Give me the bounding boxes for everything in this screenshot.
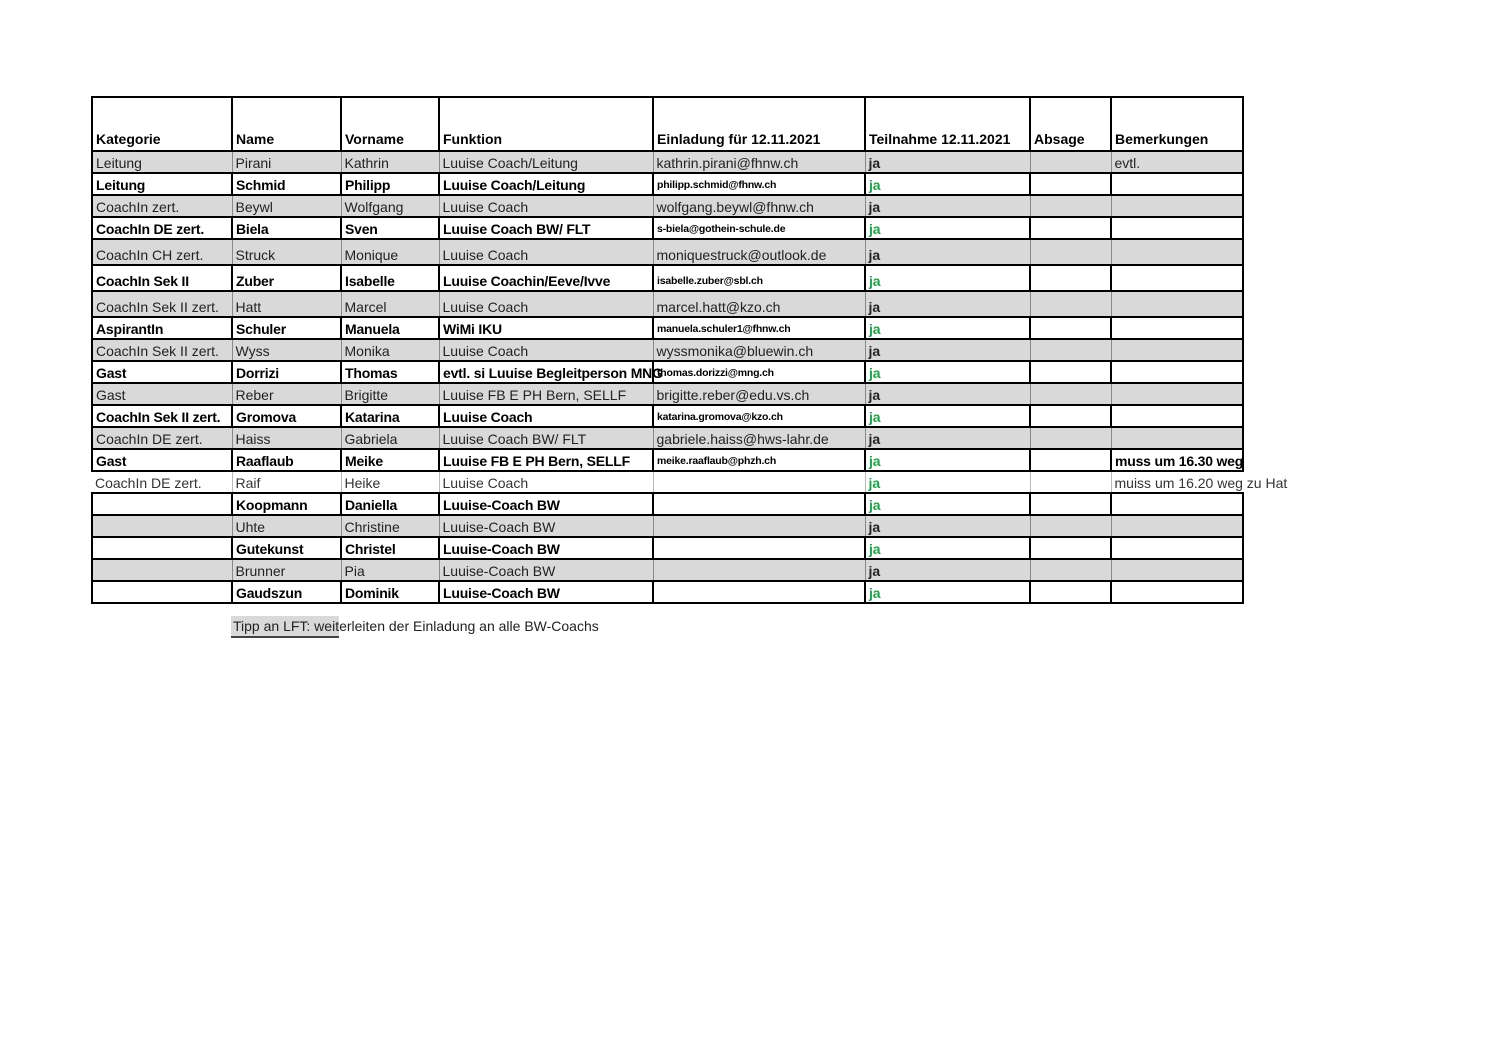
cell-absage [1030, 339, 1111, 361]
cell-bemerkung [1111, 405, 1243, 427]
cell-absage [1030, 493, 1111, 515]
cell-name: Haiss [232, 427, 341, 449]
tip-note: Tipp an LFT: weiterleiten der Einladung an alle BW-Coachs [231, 616, 339, 638]
cell-absage [1030, 427, 1111, 449]
cell-bemerkung [1111, 339, 1243, 361]
cell-kategorie: AspirantIn [92, 317, 232, 339]
cell-bemerkung [1111, 559, 1243, 581]
cell-absage [1030, 581, 1111, 603]
cell-teilnahme: ja [865, 471, 1030, 493]
cell-funktion: Luuise Coach [439, 291, 653, 317]
cell-funktion: Luuise Coach BW/ FLT [439, 217, 653, 239]
cell-email [653, 559, 865, 581]
cell-name: Schuler [232, 317, 341, 339]
cell-bemerkung [1111, 515, 1243, 537]
cell-vorname: Manuela [341, 317, 439, 339]
cell-name: Gromova [232, 405, 341, 427]
cell-bemerkung [1111, 173, 1243, 195]
cell-name: Koopmann [232, 493, 341, 515]
cell-funktion: Luuise Coach BW/ FLT [439, 427, 653, 449]
cell-vorname: Dominik [341, 581, 439, 603]
cell-funktion: Luuise FB E PH Bern, SELLF [439, 449, 653, 471]
cell-kategorie [92, 559, 232, 581]
cell-email [653, 515, 865, 537]
cell-teilnahme: ja [865, 217, 1030, 239]
cell-absage [1030, 471, 1111, 493]
cell-teilnahme: ja [865, 427, 1030, 449]
cell-absage [1030, 383, 1111, 405]
cell-absage [1030, 405, 1111, 427]
participant-table [91, 96, 1288, 604]
cell-bemerkung [1111, 217, 1243, 239]
table-row [92, 581, 1243, 603]
table-row [92, 195, 1243, 217]
cell-vorname: Meike [341, 449, 439, 471]
header-vorname: Vorname [341, 97, 439, 151]
cell-kategorie: Leitung [92, 151, 232, 173]
cell-vorname: Thomas [341, 361, 439, 383]
cell-absage [1030, 217, 1111, 239]
cell-funktion: Luuise FB E PH Bern, SELLF [439, 383, 653, 405]
cell-email: s-biela@gothein-schule.de [653, 217, 865, 239]
table-row [92, 217, 1243, 239]
cell-name: Uhte [232, 515, 341, 537]
cell-kategorie: Gast [92, 383, 232, 405]
cell-kategorie: CoachIn DE zert. [92, 217, 232, 239]
cell-teilnahme: ja [865, 581, 1030, 603]
cell-kategorie: CoachIn Sek II [92, 265, 232, 291]
cell-bemerkung: muiss um 16.20 weg zu Hat [1111, 471, 1243, 493]
cell-teilnahme: ja [865, 449, 1030, 471]
cell-absage [1030, 173, 1111, 195]
cell-bemerkung [1111, 265, 1243, 291]
cell-funktion: Luuise Coach/Leitung [439, 151, 653, 173]
header-name: Name [232, 97, 341, 151]
table-row [92, 515, 1243, 537]
cell-bemerkung [1111, 581, 1243, 603]
cell-kategorie [92, 515, 232, 537]
cell-teilnahme: ja [865, 493, 1030, 515]
cell-vorname: Brigitte [341, 383, 439, 405]
cell-email: isabelle.zuber@sbl.ch [653, 265, 865, 291]
table-row [92, 291, 1243, 317]
cell-absage [1030, 239, 1111, 265]
cell-teilnahme: ja [865, 515, 1030, 537]
cell-name: Beywl [232, 195, 341, 217]
cell-funktion: Luuise-Coach BW [439, 537, 653, 559]
cell-bemerkung [1111, 239, 1243, 265]
cell-vorname: Pia [341, 559, 439, 581]
cell-vorname: Kathrin [341, 151, 439, 173]
cell-name: Schmid [232, 173, 341, 195]
table-row [92, 151, 1243, 173]
cell-bemerkung [1111, 317, 1243, 339]
cell-name: Zuber [232, 265, 341, 291]
cell-kategorie: CoachIn zert. [92, 195, 232, 217]
cell-kategorie: CoachIn DE zert. [92, 427, 232, 449]
cell-teilnahme: ja [865, 291, 1030, 317]
cell-funktion: Luuise-Coach BW [439, 515, 653, 537]
table-row [92, 361, 1243, 383]
cell-funktion: Luuise Coach [439, 239, 653, 265]
table-row [92, 173, 1243, 195]
cell-name: Pirani [232, 151, 341, 173]
cell-email: thomas.dorizzi@mng.ch [653, 361, 865, 383]
cell-name: Biela [232, 217, 341, 239]
header-bemerkungen: Bemerkungen [1111, 97, 1243, 151]
cell-name: Raaflaub [232, 449, 341, 471]
cell-absage [1030, 515, 1111, 537]
header-kategorie: Kategorie [92, 97, 232, 151]
cell-name: Reber [232, 383, 341, 405]
header-teilnahme: Teilnahme 12.11.2021 [865, 97, 1030, 151]
cell-email: katarina.gromova@kzo.ch [653, 405, 865, 427]
table-row [92, 383, 1243, 405]
cell-vorname: Daniella [341, 493, 439, 515]
cell-bemerkung: evtl. [1111, 151, 1243, 173]
cell-absage [1030, 559, 1111, 581]
cell-name: Gutekunst [232, 537, 341, 559]
cell-email [653, 471, 865, 493]
cell-teilnahme: ja [865, 317, 1030, 339]
cell-email: meike.raaflaub@phzh.ch [653, 449, 865, 471]
cell-bemerkung [1111, 291, 1243, 317]
cell-kategorie: CoachIn Sek II zert. [92, 405, 232, 427]
cell-vorname: Monique [341, 239, 439, 265]
cell-email: moniquestruck@outlook.de [653, 239, 865, 265]
cell-name: Struck [232, 239, 341, 265]
cell-funktion: Luuise Coachin/Eeve/Ivve [439, 265, 653, 291]
cell-absage [1030, 151, 1111, 173]
cell-kategorie [92, 581, 232, 603]
cell-teilnahme: ja [865, 405, 1030, 427]
cell-email [653, 581, 865, 603]
cell-absage [1030, 449, 1111, 471]
cell-teilnahme: ja [865, 559, 1030, 581]
cell-funktion: Luuise-Coach BW [439, 581, 653, 603]
cell-kategorie: CoachIn Sek II zert. [92, 339, 232, 361]
header-row [92, 97, 1243, 151]
header-einladung: Einladung für 12.11.2021 [653, 97, 865, 151]
cell-email [653, 493, 865, 515]
cell-bemerkung: muss um 16.30 weg [1111, 449, 1243, 471]
table-row [92, 339, 1243, 361]
cell-bemerkung [1111, 493, 1243, 515]
cell-teilnahme: ja [865, 173, 1030, 195]
cell-funktion: Luuise Coach [439, 471, 653, 493]
cell-email: wolfgang.beywl@fhnw.ch [653, 195, 865, 217]
cell-absage [1030, 361, 1111, 383]
cell-absage [1030, 265, 1111, 291]
cell-vorname: Marcel [341, 291, 439, 317]
cell-funktion: Luuise Coach [439, 405, 653, 427]
cell-email: gabriele.haiss@hws-lahr.de [653, 427, 865, 449]
cell-name: Gaudszun [232, 581, 341, 603]
table-row [92, 471, 1243, 493]
cell-email: philipp.schmid@fhnw.ch [653, 173, 865, 195]
table-row [92, 537, 1243, 559]
cell-bemerkung [1111, 537, 1243, 559]
cell-kategorie: CoachIn Sek II zert. [92, 291, 232, 317]
cell-funktion: Luuise Coach/Leitung [439, 173, 653, 195]
cell-kategorie: CoachIn CH zert. [92, 239, 232, 265]
cell-email: kathrin.pirani@fhnw.ch [653, 151, 865, 173]
cell-absage [1030, 291, 1111, 317]
cell-vorname: Philipp [341, 173, 439, 195]
cell-teilnahme: ja [865, 239, 1030, 265]
table-row [92, 427, 1243, 449]
cell-teilnahme: ja [865, 537, 1030, 559]
cell-email: marcel.hatt@kzo.ch [653, 291, 865, 317]
table-row [92, 265, 1243, 291]
table-row [92, 317, 1243, 339]
table-row [92, 493, 1243, 515]
cell-name: Wyss [232, 339, 341, 361]
table-row [92, 559, 1243, 581]
cell-bemerkung [1111, 361, 1243, 383]
cell-vorname: Isabelle [341, 265, 439, 291]
cell-funktion: Luuise-Coach BW [439, 493, 653, 515]
cell-absage [1030, 195, 1111, 217]
cell-name: Hatt [232, 291, 341, 317]
cell-teilnahme: ja [865, 195, 1030, 217]
cell-absage [1030, 317, 1111, 339]
cell-vorname: Wolfgang [341, 195, 439, 217]
cell-vorname: Gabriela [341, 427, 439, 449]
cell-email: manuela.schuler1@fhnw.ch [653, 317, 865, 339]
cell-kategorie: Gast [92, 361, 232, 383]
cell-email: brigitte.reber@edu.vs.ch [653, 383, 865, 405]
cell-bemerkung [1111, 195, 1243, 217]
cell-email [653, 537, 865, 559]
cell-funktion: evtl. si Luuise Begleitperson MNG [439, 361, 653, 383]
cell-kategorie: CoachIn DE zert. [92, 471, 232, 493]
table-row [92, 405, 1243, 427]
header-funktion: Funktion [439, 97, 653, 151]
cell-absage [1030, 537, 1111, 559]
cell-kategorie [92, 493, 232, 515]
table-row [92, 449, 1243, 471]
cell-kategorie: Gast [92, 449, 232, 471]
cell-teilnahme: ja [865, 361, 1030, 383]
cell-email: wyssmonika@bluewin.ch [653, 339, 865, 361]
cell-name: Dorrizi [232, 361, 341, 383]
cell-teilnahme: ja [865, 151, 1030, 173]
header-absage: Absage [1030, 97, 1111, 151]
cell-bemerkung [1111, 383, 1243, 405]
cell-funktion: WiMi IKU [439, 317, 653, 339]
cell-kategorie: Leitung [92, 173, 232, 195]
cell-bemerkung [1111, 427, 1243, 449]
cell-vorname: Christel [341, 537, 439, 559]
cell-kategorie [92, 537, 232, 559]
cell-teilnahme: ja [865, 339, 1030, 361]
cell-funktion: Luuise Coach [439, 195, 653, 217]
cell-teilnahme: ja [865, 383, 1030, 405]
cell-vorname: Christine [341, 515, 439, 537]
cell-name: Raif [232, 471, 341, 493]
cell-name: Brunner [232, 559, 341, 581]
cell-vorname: Monika [341, 339, 439, 361]
cell-vorname: Sven [341, 217, 439, 239]
cell-teilnahme: ja [865, 265, 1030, 291]
table-row [92, 239, 1243, 265]
cell-vorname: Heike [341, 471, 439, 493]
cell-funktion: Luuise Coach [439, 339, 653, 361]
cell-vorname: Katarina [341, 405, 439, 427]
cell-funktion: Luuise-Coach BW [439, 559, 653, 581]
